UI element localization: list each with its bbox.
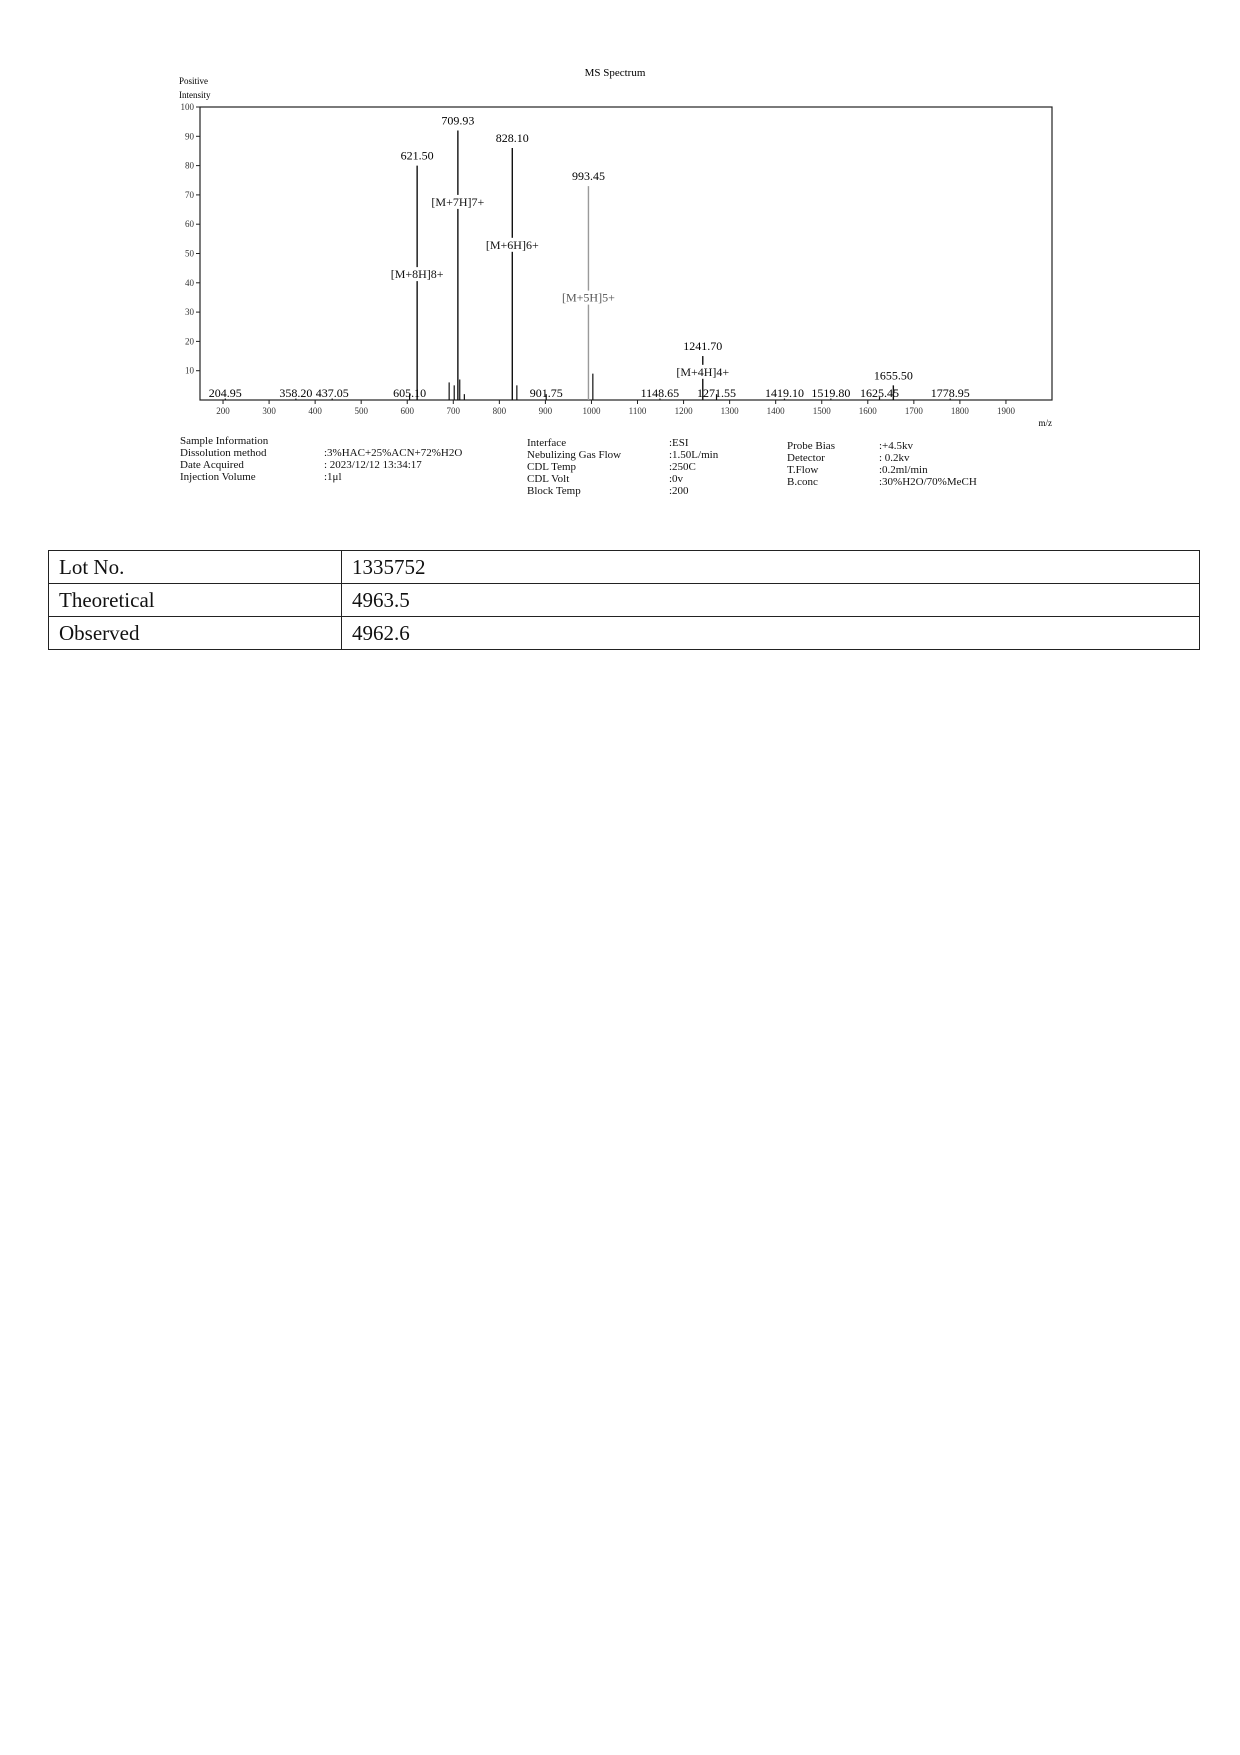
lot-number-label: Lot No. [49,551,342,584]
minor-peak-label: 358.20 [279,386,313,400]
param-value: :1.50L/min [669,449,719,461]
y-tick-label: 60 [185,219,194,230]
param-row [527,449,718,461]
y-tick-label: 100 [180,102,194,112]
param-label: Block Temp [527,485,581,497]
minor-peak-label: 901.75 [529,386,563,400]
sample-info-label: Injection Volume [180,471,256,483]
x-tick-label: 1300 [720,406,739,416]
sample-info-label: Date Acquired [180,459,244,471]
y-tick-label: 50 [185,248,194,259]
y-tick-label: 30 [185,307,194,318]
x-tick-label: 1500 [812,406,831,416]
param-label: CDL Temp [527,461,577,473]
x-tick-label: 1700 [904,406,923,416]
x-tick-label: 1100 [628,406,647,416]
param-value: :+4.5kv [879,440,914,452]
sample-info-row [180,471,462,483]
plot-frame [200,107,1052,400]
minor-peak-label: 1148.65 [640,386,680,400]
x-tick-label: 800 [492,406,507,416]
param-label: Nebulizing Gas Flow [527,449,622,461]
table-row [49,551,1200,584]
sample-info-value: : 2023/12/12 13:34:17 [324,459,422,471]
observed-mass-label: Observed [49,617,342,650]
ion-annotation: [M+5H]5+ [562,290,615,305]
minor-peak-label: 437.05 [315,386,349,400]
ion-annotation: [M+6H]6+ [485,237,539,252]
param-value: :0v [669,473,684,485]
table-row [49,617,1200,650]
param-value: :200 [669,485,689,497]
major-peak-label: 709.93 [441,113,475,128]
param-row [787,476,977,488]
ms-spectrum-chart [0,0,1240,440]
param-value: :0.2ml/min [879,464,928,476]
y-tick-label: 80 [185,160,194,171]
minor-peak-label: 605.10 [393,386,427,400]
param-value: :ESI [669,437,689,449]
x-tick-label: 1200 [674,406,693,416]
y-tick-label: 40 [185,277,194,288]
sample-info-row [180,447,462,459]
x-tick-label: 400 [308,406,322,416]
y-tick-label: 70 [185,189,194,200]
param-row [787,464,977,476]
x-tick-label: 1600 [858,406,877,416]
x-tick-label: 700 [446,406,461,416]
param-value: : 0.2kv [879,452,910,464]
major-peak-label: 1241.70 [683,339,723,354]
x-tick-label: 1900 [996,406,1015,416]
y-tick-label: 90 [185,131,194,142]
sample-info-value: :1μl [324,471,342,483]
sample-info-value: :3%HAC+25%ACN+72%H2O [324,447,463,459]
x-tick-label: 1000 [582,406,601,416]
param-row [527,485,718,497]
sample-info-row [180,459,462,471]
minor-peak-label: 1519.80 [811,386,851,400]
minor-peak-label: 1625.45 [860,386,900,400]
param-label: T.Flow [787,464,819,476]
mode-label: Positive [179,76,209,86]
sample-info-label: Dissolution method [180,447,267,459]
observed-mass-value: 4962.6 [342,617,1200,650]
param-row [527,437,718,449]
param-row [787,440,977,452]
instrument-params-right [787,440,977,488]
instrument-params-left [527,437,718,497]
major-peak-label: 828.10 [495,131,529,146]
param-value: :250C [669,461,696,473]
ion-annotation: [M+8H]8+ [390,267,444,282]
sample-info-heading: Sample Information [180,435,269,447]
x-tick-label: 1800 [950,406,969,416]
major-peak-label: 993.45 [571,169,605,184]
table-row [49,584,1200,617]
sample-information [180,435,462,483]
ion-annotation: [M+4H]4+ [676,364,730,379]
chart-title: MS Spectrum [584,67,646,79]
x-axis-label: m/z [1038,418,1052,428]
param-label: B.conc [787,476,818,488]
param-label: CDL Volt [527,473,570,485]
param-label: Probe Bias [787,440,835,452]
x-tick-label: 600 [400,406,414,416]
minor-peak-label: 1778.95 [930,386,970,400]
theoretical-mass-value: 4963.5 [342,584,1200,617]
param-label: Detector [787,452,825,464]
x-tick-label: 200 [216,406,230,416]
theoretical-mass-label: Theoretical [49,584,342,617]
labels-layer [209,113,970,400]
ion-annotation: [M+7H]7+ [431,194,485,209]
param-row [527,461,718,473]
param-label: Interface [527,437,567,449]
x-tick-label: 900 [538,406,553,416]
param-row [527,473,718,485]
y-tick-label: 10 [185,365,194,376]
param-value: :30%H2O/70%MeCH [879,476,977,488]
major-peak-label: 621.50 [400,148,434,163]
minor-peak-label: 1419.10 [764,386,804,400]
x-tick-label: 500 [354,406,368,416]
y-axis-label: Intensity [179,90,211,100]
lot-number-value: 1335752 [342,551,1200,584]
results-table [48,550,1200,650]
x-tick-label: 300 [262,406,276,416]
y-tick-label: 20 [185,336,194,347]
param-row [787,452,977,464]
minor-peak-label: 204.95 [208,386,242,400]
major-peak-label: 1655.50 [873,368,913,383]
x-tick-label: 1400 [766,406,785,416]
minor-peak-label: 1271.55 [697,386,737,400]
